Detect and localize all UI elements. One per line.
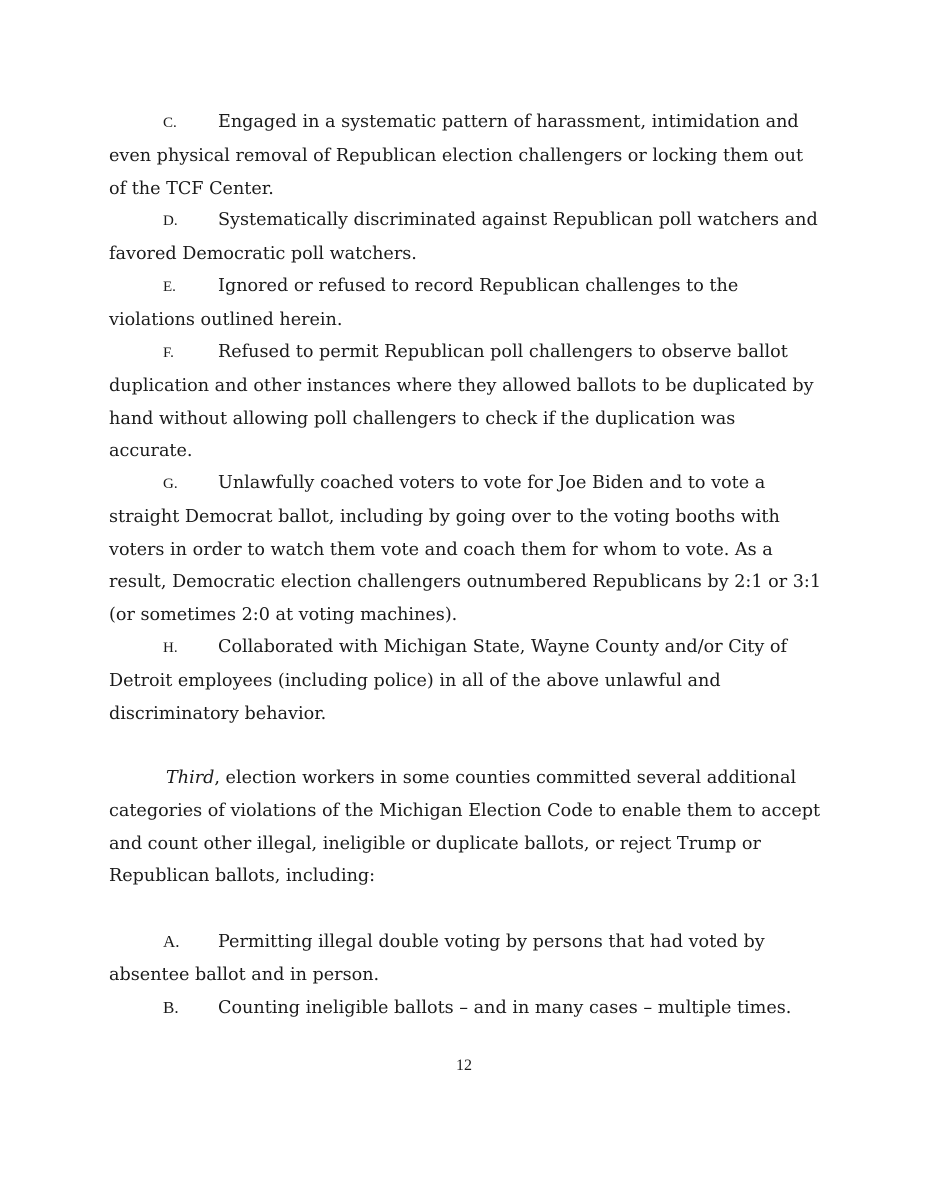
list-item (109, 106, 821, 205)
item-text: Engaged in a systematic pattern of harassment, intimidation and even physical removal of Republican election challengers or locking them out of the TCF Center. (109, 112, 804, 199)
third-text: , election workers in some counties committed several additional categories of violations of the Michigan Election Code to enable them to accept and count other illegal, ineligible or duplicate ballots, or reject Trump or Republican ballots, including: (109, 768, 821, 887)
list-item (109, 336, 821, 468)
page-number: 12 (456, 1057, 472, 1074)
item-text: Collaborated with Michigan State, Wayne County and/or City of Detroit employees (including police) in all of the above unlawful and discriminatory behavior. (109, 637, 788, 724)
list-item (109, 631, 821, 730)
item-letter: B. (163, 998, 179, 1017)
item-letter: C. (163, 115, 177, 131)
item-letter: H. (163, 640, 178, 656)
item-letter: A. (163, 932, 180, 951)
item-text: Ignored or refused to record Republican challenges to the violations outlined herein. (109, 276, 739, 330)
item-letter: F. (163, 345, 174, 361)
item-text: Unlawfully coached voters to vote for Joe Biden and to vote a straight Democrat ballot, including by going over to the voting booths with voters in order to watch them vote and coach them for whom to vote. As a result, Democratic election challengers outnumbered Republicans by 2:1 or 3:1 (or sometimes 2:0 at voting machines). (109, 473, 822, 626)
third-lead: Third (166, 768, 215, 788)
item-letter: D. (163, 213, 178, 229)
item-text: Refused to permit Republican poll challengers to observe ballot duplication and other instances where they allowed ballots to be duplicated by hand without allowing poll challengers to check if the duplication was accurate. (109, 342, 814, 462)
item-text: Permitting illegal double voting by persons that had voted by absentee ballot and in person. (109, 932, 765, 985)
list-item (109, 992, 821, 1025)
item-letter: G. (163, 476, 178, 492)
item-letter: E. (163, 279, 176, 295)
third-paragraph (109, 762, 821, 893)
list-item (109, 204, 821, 271)
item-text: Systematically discriminated against Republican poll watchers and favored Democratic poll watchers. (109, 210, 818, 264)
list-item (109, 270, 821, 337)
item-text: Counting ineligible ballots – and in many cases – multiple times. (218, 998, 792, 1018)
list-item (109, 926, 821, 992)
list-item (109, 467, 821, 632)
